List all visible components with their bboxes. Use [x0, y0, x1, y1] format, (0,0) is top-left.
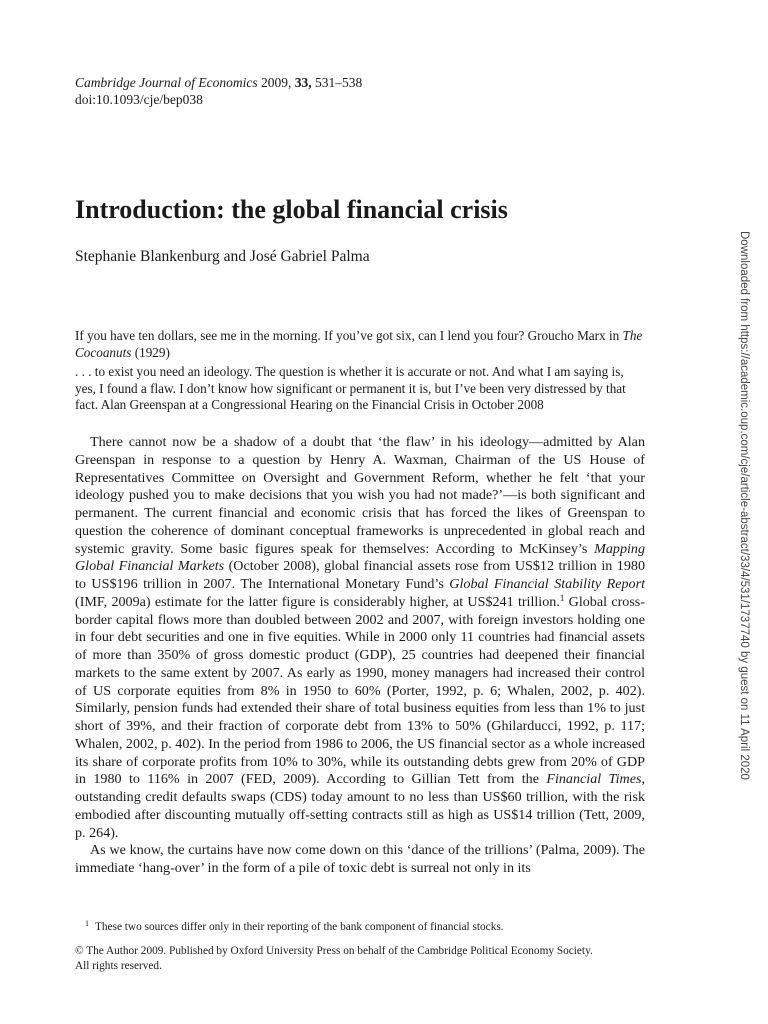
journal-volume: 33,	[294, 75, 312, 90]
body-text-run: Global cross-border capital flows more than doubled between 2002 and 2007, with foreign investors holding one in four debt securities and one in five equities. While in 2000 only 11 countries had financial assets of more than 350% of gross domestic product (GDP), 25 countries had deepened their financial markets to the same extent by 2007. As early as 1990, money managers had increased their control of US corporate equities from 8% in 1950 to 60% (Porter, 1992, p. 6; Whalen, 2002, p. 402). Similarly, pension funds had extended their share of total business equities from less than 1% to just short of 39%, and their fraction of corporate debt from 13% to 50% (Ghilarducci, 1992, p. 117; Whalen, 2002, p. 402). In the period from 1986 to 2006, the US financial sector as a whole increased its share of corporate profits from 10% to 30%, while its outstanding debts grew from 20% of GDP in 1980 to 116% in 2007 (FED, 2009). According to Gillian Tett from the	[75, 593, 645, 788]
journal-header	[75, 74, 362, 108]
body-text-run: , outstanding credit defaults swaps (CDS) today amount to no less than US$60 trillion, with the risk embodied after discounting mutually off-setting contracts still as high as US$14 trillion (Tett, 2009, p. 264).	[75, 771, 645, 841]
article-body	[75, 434, 645, 878]
footnote-number: 1	[85, 919, 89, 928]
italic-title-ft: Financial Times	[546, 771, 642, 788]
footnote-text: These two sources differ only in their reporting of the bank component of financial stocks.	[95, 921, 504, 933]
article-title: Introduction: the global financial crisis	[75, 195, 508, 224]
copyright-notice	[75, 944, 645, 974]
italic-title-imf: Global Financial Stability Report	[449, 576, 645, 592]
doi: doi:10.1093/cje/bep038	[75, 92, 203, 107]
footnote-marker[interactable]: 1	[559, 592, 565, 603]
journal-name: Cambridge Journal of Economics	[75, 75, 258, 90]
italic-title-mckinsey: Mapping Global Financial Markets	[75, 540, 645, 575]
body-paragraph-1	[75, 434, 645, 842]
copyright-line-2: All rights reserved.	[75, 960, 162, 972]
citation-line: Cambridge Journal of Economics 2009, 33, 531–538	[75, 75, 363, 90]
download-watermark: Downloaded from https://academic.oup.com/cje/article-abstract/33/4/531/1737740 by guest on 11 April 2020	[738, 231, 750, 780]
body-text-run: (October 2008), global financial assets rose from US$12 trillion in 1980 to US$196 trillion in 2007. The International Monetary Fund’s	[75, 558, 645, 592]
epigraph-greenspan: . . . to exist you need an ideology. The question is whether it is accurate or not. And what I am saying is, yes, I found a flaw. I don’t know how significant or permanent it is, but I’ve been very distressed by that fact. Alan Greenspan at a Congressional Hearing on the Financial Crisis in October 2008	[75, 364, 626, 412]
copyright-line-1: © The Author 2009. Published by Oxford University Press on behalf of the Cambridge Political Economy Society.	[75, 945, 593, 957]
epigraph-groucho-work: The Cocoanuts	[75, 328, 643, 360]
body-text-run: There cannot now be a shadow of a doubt that ‘the flaw’ in his ideology—admitted by Alan Greenspan in response to a question by Henry A. Waxman, Chairman of the US House of Representatives Committee on Oversight and Government Reform, whether he felt ‘that your ideology pushed you to make decisions that you wish you had not made?’—is both significant and permanent. The current financial and economic crisis that has forced the likes of Greenspan to question the coherence of dominant conceptual frameworks is unprecedented in global reach and systemic gravity. Some basic figures speak for themselves: According to McKinsey’s	[75, 434, 645, 557]
footnote	[85, 920, 645, 934]
epigraph-groucho-text: If you have ten dollars, see me in the morning. If you’ve got six, can I lend you four? Groucho Marx in	[75, 328, 623, 343]
journal-year: 2009	[260, 75, 288, 90]
epigraph-groucho	[75, 328, 645, 361]
article-authors: Stephanie Blankenburg and José Gabriel Palma	[75, 248, 370, 265]
epigraph-groucho-year: (1929)	[131, 344, 170, 360]
body-text-run: (IMF, 2009a) estimate for the latter figure is considerably higher, at US$241 trillion.	[75, 593, 560, 610]
journal-pages: 531–538	[314, 75, 363, 90]
body-paragraph-2: As we know, the curtains have now come down on this ‘dance of the trillions’ (Palma, 2009). The immediate ‘hang-over’ in the form of a pile of toxic debt is surreal not only in its	[75, 842, 645, 876]
